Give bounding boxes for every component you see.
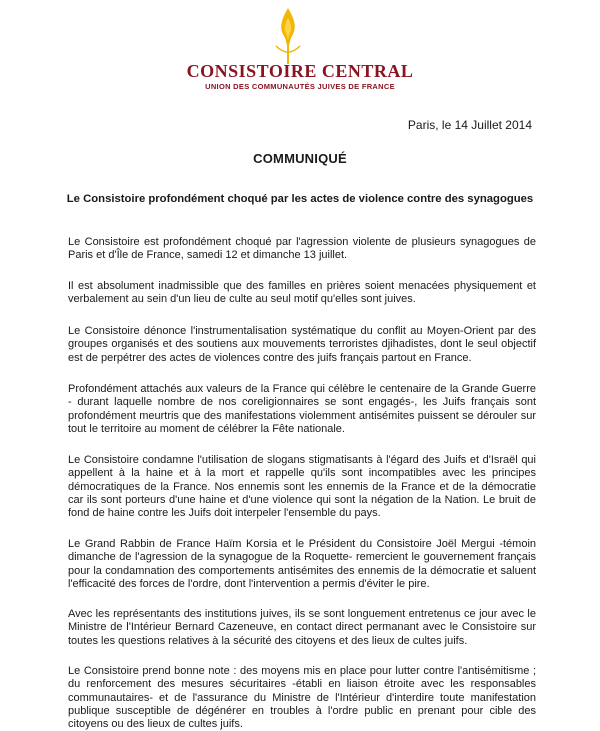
consistoire-logo bbox=[180, 6, 420, 98]
paragraph: Profondément attachés aux valeurs de la France qui célèbre le centenaire de la Grande Guerre - durant laquelle nombre de nos coreligionnaires se sont engagés-, les Juifs français sont profondément meurtris que des manifestations violemment antisémites puissent se dérouler sur tout le territoire au moment de célébrer la Fête nationale. bbox=[68, 383, 536, 435]
document-heading: COMMUNIQUÉ bbox=[253, 151, 347, 166]
paragraph: Le Consistoire condamne l'utilisation de slogans stigmatisants à l'égard des Juifs et d'Israël qui appellent à la haine et à la mort et rappelle qu'ils sont incompatibles avec les principes démocratiques de la France. Nos ennemis sont les ennemis de la France et de la démocratie car ils sont porteurs d'une haine et d'une violence qui sont la négation de la Nation. Le bruit de fond de haine contre les Juifs doit interpeler l'ensemble du pays. bbox=[68, 454, 536, 520]
menorah-flame-icon bbox=[268, 6, 308, 66]
logo-subtitle: UNION DES COMMUNAUTÉS JUIVES DE FRANCE bbox=[205, 82, 395, 91]
document-subheading: Le Consistoire profondément choqué par les actes de violence contre des synagogues bbox=[66, 193, 534, 205]
logo-title: CONSISTOIRE CENTRAL bbox=[186, 61, 414, 81]
document-date: Paris, le 14 Juillet 2014 bbox=[407, 118, 532, 132]
paragraph: Avec les représentants des institutions juives, ils se sont longuement entretenus ce jour avec le Ministre de l'Intérieur Bernard Cazeneuve, en contact direct permanant avec le Consistoire sur toutes les questions relatives à la sécurité des citoyens et des lieux de cultes juifs. bbox=[68, 608, 536, 647]
paragraph: Le Grand Rabbin de France Haïm Korsia et le Président du Consistoire Joël Mergui -témoin dimanche de l'agression de la synagogue de la Roquette- remercient le gouvernement français pour la condamnation des comportements antisémites des ennemis de la démocratie et saluent l'efficacité des forces de l'ordre, dont l'intervention a permis d'éviter le pire. bbox=[68, 538, 536, 590]
paragraph: Le Consistoire dénonce l'instrumentalisation systématique du conflit au Moyen-Orient par des groupes organisés et des soutiens aux mouvements terroristes djihadistes, dont le seul objectif est de perpétrer des actes de violences contre des juifs français partout en France. bbox=[68, 325, 536, 364]
paragraph: Le Consistoire prend bonne note : des moyens mis en place pour lutter contre l'antisémitisme ; du renforcement des mesures sécuritaires -établi en liaison étroite avec les responsables communautaires- et de l'assurance du Ministre de l'Intérieur d'interdire toute manifestation publique susceptible de dégénérer en troubles à l'ordre public en prenant pour cible des citoyens ou des lieux de cultes juifs. bbox=[68, 665, 536, 731]
paragraph: Le Consistoire est profondément choqué par l'agression violente de plusieurs synagogues de Paris et d'Île de France, samedi 12 et dimanche 13 juillet. bbox=[68, 236, 536, 262]
paragraph: Il est absolument inadmissible que des familles en prières soient menacées physiquement et verbalement au sein d'un lieu de culte au seul motif qu'elles sont juives. bbox=[68, 280, 536, 306]
